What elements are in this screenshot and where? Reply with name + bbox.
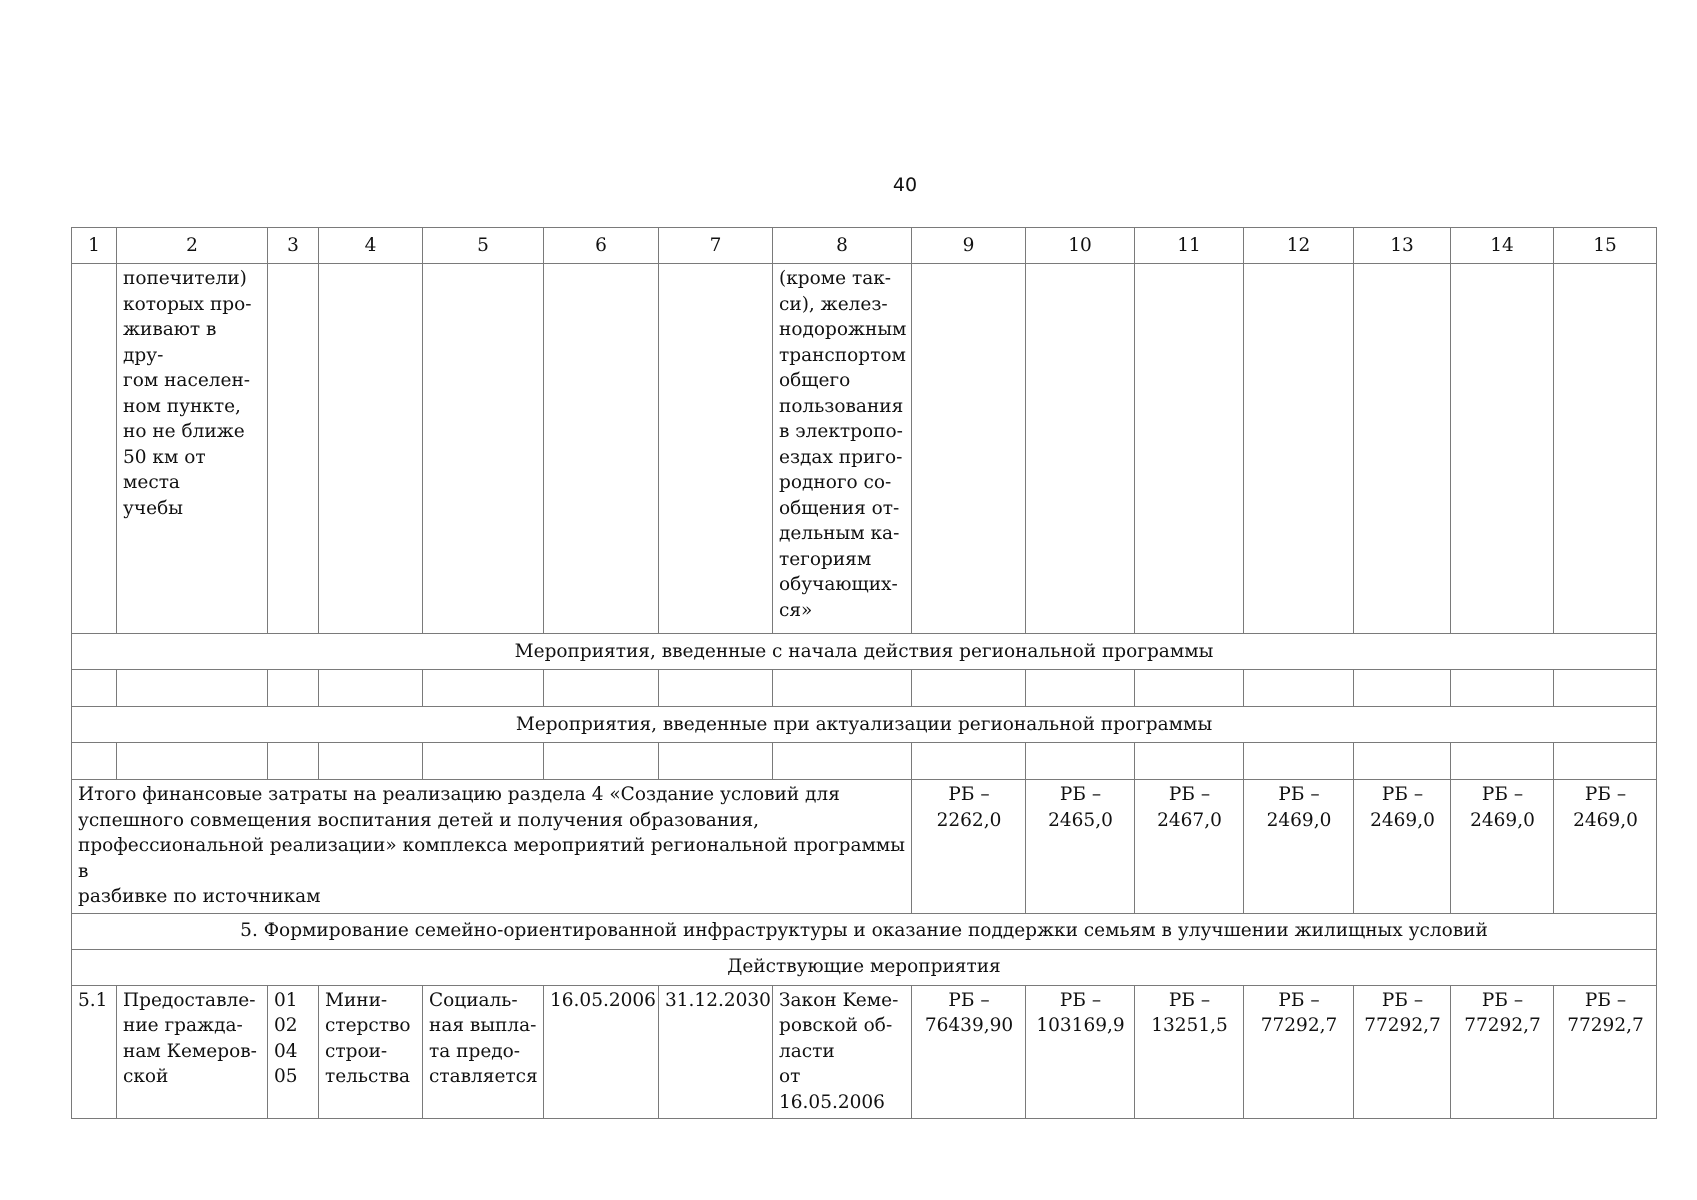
section-row (72, 707, 1657, 743)
column-header: 14 (1451, 228, 1554, 264)
section-row (72, 949, 1657, 985)
column-header: 9 (912, 228, 1026, 264)
table-row (72, 985, 1657, 1119)
funding-value: РБ – 103169,9 (1026, 985, 1135, 1119)
column-header: 11 (1135, 228, 1244, 264)
total-value: РБ – 2467,0 (1135, 780, 1244, 914)
column-header: 12 (1244, 228, 1354, 264)
column-header: 7 (659, 228, 773, 264)
column-header: 3 (268, 228, 319, 264)
total-value: РБ – 2262,0 (912, 780, 1026, 914)
section-title: Мероприятия, введенные с начала действия региональной программы (72, 634, 1657, 670)
legal-basis: Закон Keме- ровской об- ласти от 16.05.2006 (773, 985, 912, 1119)
column-header: 4 (319, 228, 423, 264)
section-row (72, 634, 1657, 670)
funding-value: РБ – 13251,5 (1135, 985, 1244, 1119)
executor: Мини- стерство строи- тельства (319, 985, 423, 1119)
column-header: 8 (773, 228, 912, 264)
column-header: 13 (1354, 228, 1451, 264)
section-title: 5. Формирование семейно-ориентированной инфраструктуры и оказание поддержки семьям в улучшении жилищных условий (72, 913, 1657, 949)
page-number: 40 (892, 174, 918, 196)
total-value: РБ – 2465,0 (1026, 780, 1135, 914)
total-value: РБ – 2469,0 (1244, 780, 1354, 914)
section-title: Мероприятия, введенные при актуализации региональной программы (72, 707, 1657, 743)
funding-value: РБ – 77292,7 (1244, 985, 1354, 1119)
start-date: 16.05.2006 (544, 985, 659, 1119)
end-date: 31.12.2030 (659, 985, 773, 1119)
empty-row (72, 670, 1657, 707)
total-label: Итого финансовые затраты на реализацию раздела 4 «Создание условий для успешного совмещения воспитания детей и получения образования, профессиональной реализации» комплекса мероприятий региональной программы в разбивке по источникам (72, 780, 912, 914)
cell-text: попечители) которых про- живают в дру- гом населен- ном пункте, но не ближе 50 км от места учебы (117, 264, 268, 634)
program-table (71, 227, 1657, 1119)
column-header: 6 (544, 228, 659, 264)
total-value: РБ – 2469,0 (1451, 780, 1554, 914)
column-header: 2 (117, 228, 268, 264)
funding-value: РБ – 77292,7 (1451, 985, 1554, 1119)
continuation-row (72, 264, 1657, 634)
section-row (72, 913, 1657, 949)
empty-row (72, 743, 1657, 780)
description: Социаль- ная выпла- та предо- ставляется (423, 985, 544, 1119)
column-header: 1 (72, 228, 117, 264)
total-row (72, 780, 1657, 914)
column-header: 5 (423, 228, 544, 264)
measure-name: Предоставле- ние гражда- нам Кемеров- ской (117, 985, 268, 1119)
column-header-row (72, 228, 1657, 264)
column-header: 15 (1554, 228, 1657, 264)
cell-text: (кроме так- си), желез- нодорожным транспортом общего пользования в электропо- ездах приго- родного со- общения от- дельным ка- тегориям обучающих- ся» (773, 264, 912, 634)
funding-value: РБ – 77292,7 (1554, 985, 1657, 1119)
funding-value: РБ – 77292,7 (1354, 985, 1451, 1119)
row-number: 5.1 (72, 985, 117, 1119)
total-value: РБ – 2469,0 (1554, 780, 1657, 914)
section-title: Действующие мероприятия (72, 949, 1657, 985)
codes: 01 02 04 05 (268, 985, 319, 1119)
funding-value: РБ – 76439,90 (912, 985, 1026, 1119)
total-value: РБ – 2469,0 (1354, 780, 1451, 914)
column-header: 10 (1026, 228, 1135, 264)
